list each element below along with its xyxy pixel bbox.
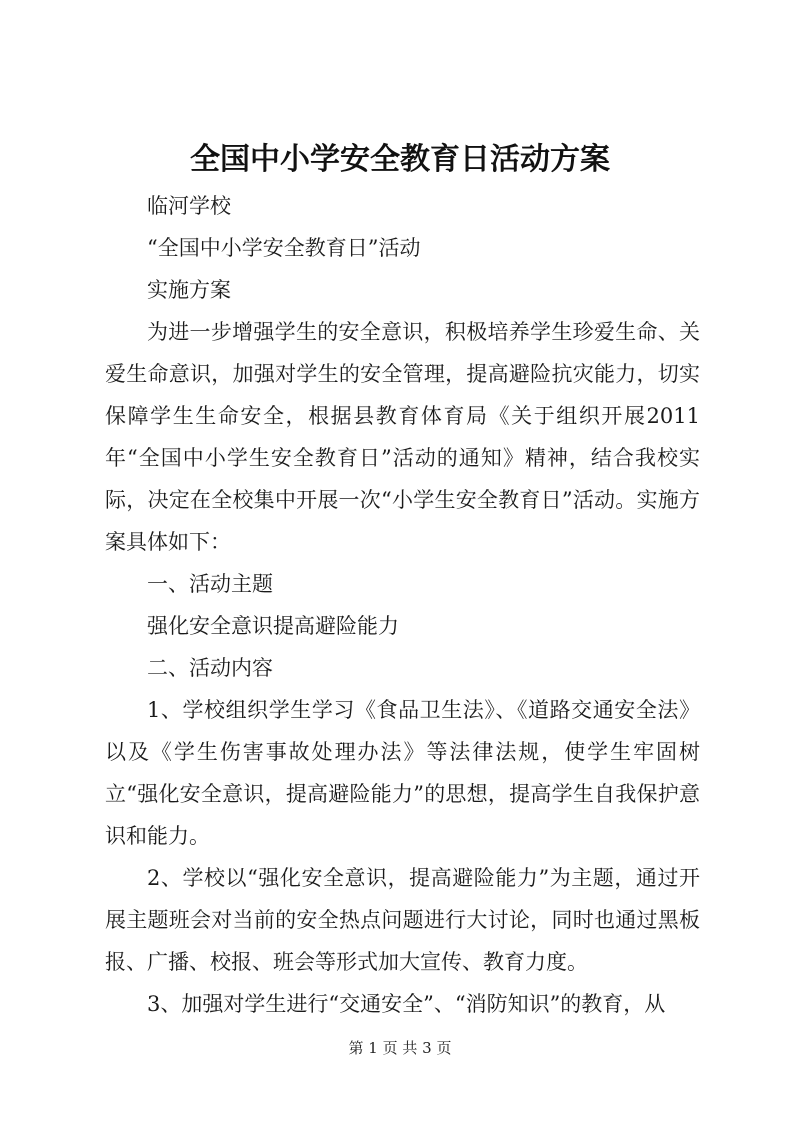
paragraph-item-2: 2、学校以“强化安全意识，提高避险能力”为主题，通过开展主题班会对当前的安全热点问题进行大讨论，同时也通过黑板报、广播、校报、班会等形式加大宣传、教育力度。 (105, 866, 700, 974)
paragraph-item-1: 1、学校组织学生学习《食品卫生法》、《道路交通安全法》以及《学生伤害事故处理办法》等法律法规，使学生牢固树立“强化安全意识，提高避险能力”的思想，提高学生自我保护意识和能力。 (105, 698, 700, 848)
page-footer: 第 1 页 共 3 页 (348, 1039, 452, 1057)
document-body (105, 185, 700, 1025)
paragraph-theme: 强化安全意识提高避险能力 (147, 614, 399, 638)
paragraph-plan-heading: 实施方案 (147, 278, 231, 302)
paragraph-item-3: 3、加强对学生进行“交通安全”、“消防知识”的教育，从 (147, 992, 666, 1016)
section-heading-content: 二、活动内容 (147, 656, 273, 680)
paragraph-activity-name: “全国中小学安全教育日”活动 (147, 236, 421, 260)
section-heading-theme: 一、活动主题 (147, 572, 273, 596)
paragraph-school-name: 临河学校 (147, 194, 231, 218)
document-title: 全国中小学安全教育日活动方案 (190, 142, 610, 177)
paragraph-intro: 为进一步增强学生的安全意识，积极培养学生珍爱生命、关爱生命意识，加强对学生的安全管理，提高避险抗灾能力，切实保障学生生命安全，根据县教育体育局《关于组织开展2011年“全国中小学生安全教育日”活动的通知》精神，结合我校实际，决定在全校集中开展一次“小学生安全教育日”活动。实施方案具体如下： (105, 320, 700, 554)
